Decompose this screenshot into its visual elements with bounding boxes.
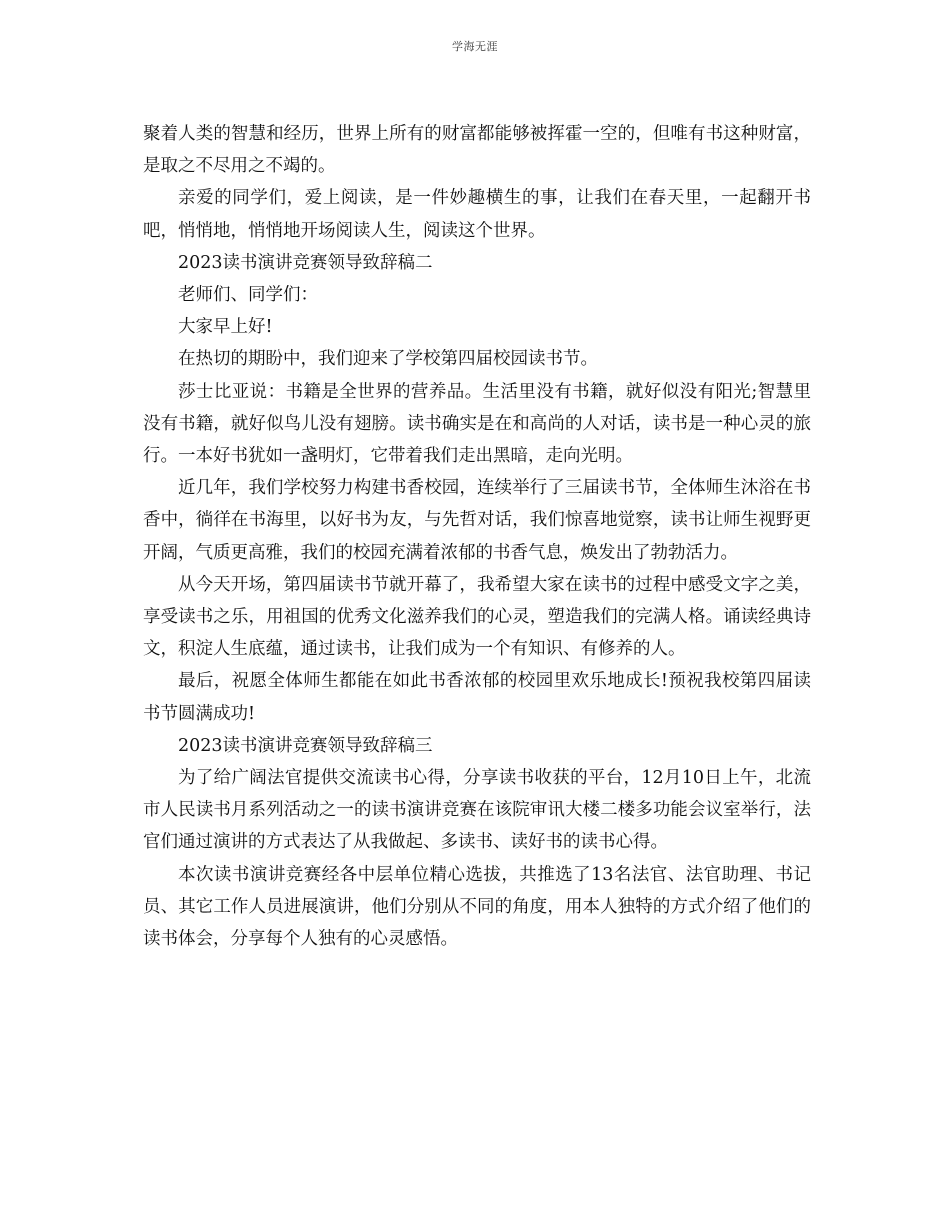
page-header: 学海无涯	[452, 40, 498, 53]
greeting: 大家早上好!	[178, 317, 273, 338]
paragraph: 本次读书演讲竞赛经各中层单位精心选拔，共推选了13名法官、法官助理、书记员、其它工作人员进展演讲，他们分别从不同的角度，用本人独特的方式介绍了他们的读书体会，分享每个人独有的心灵感悟。	[143, 864, 811, 950]
paragraph: 在热切的期盼中，我们迎来了学校第四届校园读书节。	[178, 349, 598, 370]
section-heading: 2023读书演讲竞赛领导致辞稿三	[178, 735, 433, 756]
paragraph: 最后，祝愿全体师生都能在如此书香浓郁的校园里欢乐地成长!预祝我校第四届读书节圆满成功!	[143, 671, 811, 724]
salutation: 老师们、同学们：	[178, 285, 318, 306]
paragraph: 从今天开场，第四届读书节就开幕了，我希望大家在读书的过程中感受文字之美，享受读书之乐，用祖国的优秀文化滋养我们的心灵，塑造我们的完满人格。诵读经典诗文，积淀人生底蕴，通过读书，让我们成为一个有知识、有修养的人。	[143, 574, 811, 660]
paragraph: 亲爱的同学们，爱上阅读，是一件妙趣横生的事，让我们在春天里，一起翻开书吧，悄悄地，悄悄地开场阅读人生，阅读这个世界。	[143, 188, 811, 241]
document-body	[143, 118, 811, 955]
paragraph: 莎士比亚说：书籍是全世界的营养品。生活里没有书籍，就好似没有阳光;智慧里没有书籍，就好似鸟儿没有翅膀。读书确实是在和高尚的人对话，读书是一种心灵的旅行。一本好书犹如一盏明灯，它带着我们走出黑暗，走向光明。	[143, 381, 811, 467]
section-heading: 2023读书演讲竞赛领导致辞稿二	[178, 252, 433, 273]
paragraph: 为了给广阔法官提供交流读书心得，分享读书收获的平台，12月10日上午，北流市人民读书月系列活动之一的读书演讲竞赛在该院审讯大楼二楼多功能会议室举行，法官们通过演讲的方式表达了从我做起、多读书、读好书的读书心得。	[143, 768, 811, 853]
paragraph: 聚着人类的智慧和经历，世界上所有的财富都能够被挥霍一空的，但唯有书这种财富，是取之不尽用之不竭的。	[143, 124, 811, 177]
paragraph: 近几年，我们学校努力构建书香校园，连续举行了三届读书节，全体师生沐浴在书香中，徜徉在书海里，以好书为友，与先哲对话，我们惊喜地觉察，读书让师生视野更开阔，气质更高雅，我们的校园充满着浓郁的书香气息，焕发出了勃勃活力。	[143, 478, 811, 563]
